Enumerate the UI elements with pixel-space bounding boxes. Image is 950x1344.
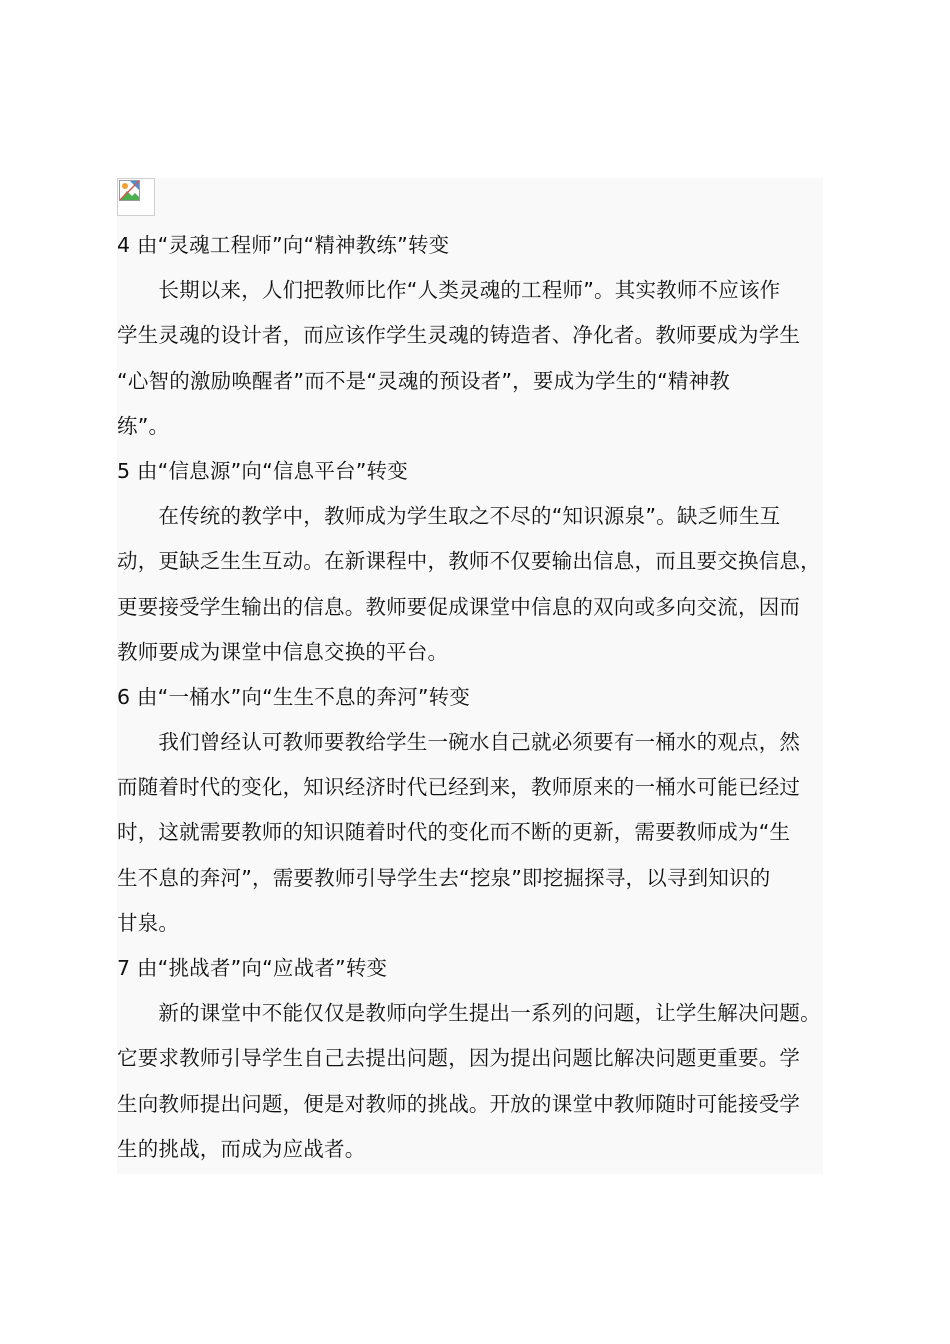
paragraph-line: 甘泉。 (117, 910, 180, 935)
paragraph-line: 生不息的奔河”，需要教师引导学生去“挖泉”即挖掘探寻，以寻到知识的 (117, 865, 771, 890)
paragraph-line: 动，更缺乏生生互动。在新课程中，教师不仅要输出信息，而且要交换信息， (117, 549, 821, 574)
paragraph-line: 新的课堂中不能仅仅是教师向学生提出一系列的问题，让学生解决问题。 (117, 1001, 821, 1026)
broken-image-icon (117, 178, 155, 216)
section-5 (117, 449, 837, 675)
paragraph-line: “心智的激励唤醒者”而不是“灵魂的预设者”，要成为学生的“精神教 (117, 368, 731, 393)
paragraph-line: 教师要成为课堂中信息交换的平台。 (117, 639, 449, 664)
paragraph-line: 我们曾经认可教师要教给学生一碗水自己就必须要有一桶水的观点，然 (117, 730, 801, 755)
paragraph-line: 长期以来，人们把教师比作“人类灵魂的工程师”。其实教师不应该作 (117, 278, 781, 303)
paragraph-line: 生的挑战，而成为应战者。 (117, 1136, 366, 1161)
paragraph-line: 时，这就需要教师的知识随着时代的变化而不断的更新，需要教师成为“生 (117, 820, 791, 845)
document-body (117, 223, 837, 1172)
section-heading: 6 由“一桶水”向“生生不息的奔河”转变 (117, 684, 471, 709)
paragraph-line: 学生灵魂的设计者，而应该作学生灵魂的铸造者、净化者。教师要成为学生 (117, 323, 801, 348)
paragraph-line: 更要接受学生输出的信息。教师要促成课堂中信息的双向或多向交流，因而 (117, 594, 801, 619)
section-6 (117, 675, 837, 946)
paragraph-line: 生向教师提出问题，便是对教师的挑战。开放的课堂中教师随时可能接受学 (117, 1091, 801, 1116)
section-7 (117, 946, 837, 1172)
paragraph-line: 而随着时代的变化，知识经济时代已经到来，教师原来的一桶水可能已经过 (117, 775, 801, 800)
section-heading: 4 由“灵魂工程师”向“精神教练”转变 (117, 233, 450, 257)
section-4 (117, 223, 837, 449)
section-heading: 7 由“挑战者”向“应战者”转变 (117, 956, 388, 980)
paragraph-line: 在传统的教学中，教师成为学生取之不尽的“知识源泉”。缺乏师生互 (117, 504, 781, 529)
paragraph-line: 练”。 (117, 413, 170, 438)
section-heading: 5 由“信息源”向“信息平台”转变 (117, 458, 408, 483)
paragraph-line: 它要求教师引导学生自己去提出问题，因为提出问题比解决问题更重要。学 (117, 1046, 801, 1071)
